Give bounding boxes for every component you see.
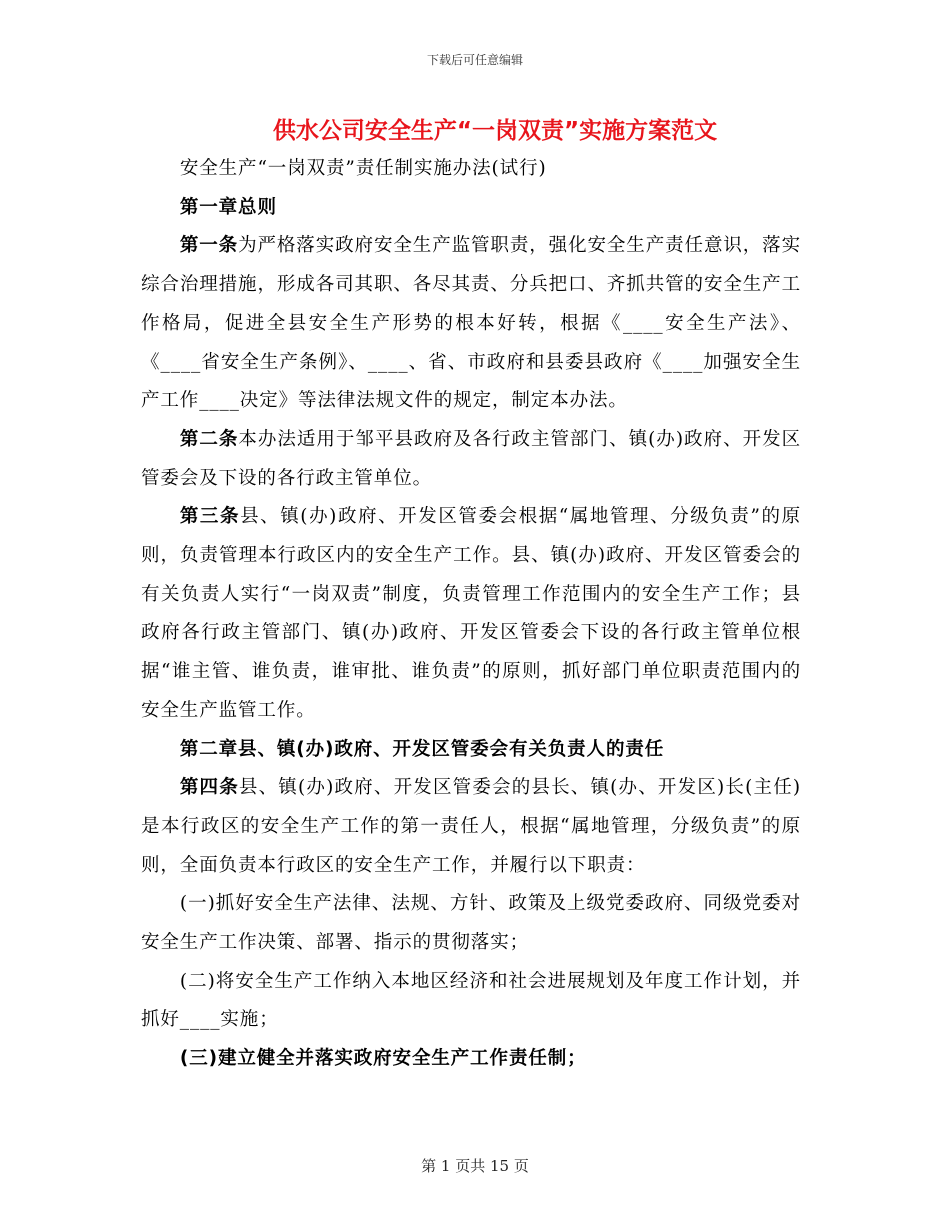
page-footer: 第 1 页共 15 页 (421, 1157, 529, 1175)
document-subtitle: 安全生产“一岗双责”责任制实施办法(试行) (179, 158, 547, 179)
article-3-text: 县、镇(办)政府、开发区管委会根据“属地管理、分级负责”的原则，负责管理本行政区内的安全生产工作。县、镇(办)政府、开发区管委会的有关负责人实行“一岗双责”制度，负责管理工作范围内的安全生产工作；县政府各行政主管部门、镇(办)政府、开发区管委会下设的各行政主管单位根据“谁主管、谁负责，谁审批、谁负责”的原则，抓好部门单位职责范围内的安全生产监管工作。 (141, 506, 802, 721)
article-1-text: 为严格落实政府安全生产监管职责，强化安全生产责任意识，落实综合治理措施，形成各司其职、各尽其责、分兵把口、齐抓共管的安全生产工作格局，促进全县安全生产形势的根本好转，根据《____安全生产法》、《____省安全生产条例》、____、省、市政府和县委县政府《____加强安全生产工作____决定》等法律法规文件的规定，制定本办法。 (141, 235, 801, 412)
chapter-1-heading: 第一章总则 (179, 196, 277, 218)
document-body (141, 150, 801, 1079)
list-item-1: (一)抓好安全生产法律、法规、方针、政策及上级党委政府、同级党委对安全生产工作决策、部署、指示的贯彻落实； (141, 893, 801, 954)
page-header: 下载后可任意编辑 (426, 53, 523, 67)
list-item-2: (二)将安全生产工作纳入本地区经济和社会进展规划及年度工作计划，并抓好____实施； (141, 970, 801, 1031)
article-1 (141, 227, 801, 421)
article-2-label: 第二条 (179, 428, 239, 450)
article-2-text: 本办法适用于邹平县政府及各行政主管部门、镇(办)政府、开发区管委会及下设的各行政主管单位。 (141, 428, 801, 489)
article-4 (141, 769, 801, 885)
document-title: 供水公司安全生产“一岗双责”实施方案范文 (272, 118, 718, 144)
article-3-label: 第三条 (179, 506, 241, 528)
chapter-2-heading: 第二章县、镇(办)政府、开发区管委会有关负责人的责任 (179, 738, 665, 760)
article-4-text: 县、镇(办)政府、开发区管委会的县长、镇(办、开发区)长(主任)是本行政区的安全生产工作的第一责任人，根据“属地管理，分级负责”的原则，全面负责本行政区的安全生产工作，并履行以下职责： (141, 777, 802, 876)
article-3 (141, 498, 801, 730)
article-1-label: 第一条 (179, 235, 239, 257)
article-4-label: 第四条 (179, 777, 239, 799)
list-item-3: (三)建立健全并落实政府安全生产工作责任制； (179, 1048, 587, 1070)
article-2 (141, 421, 801, 498)
